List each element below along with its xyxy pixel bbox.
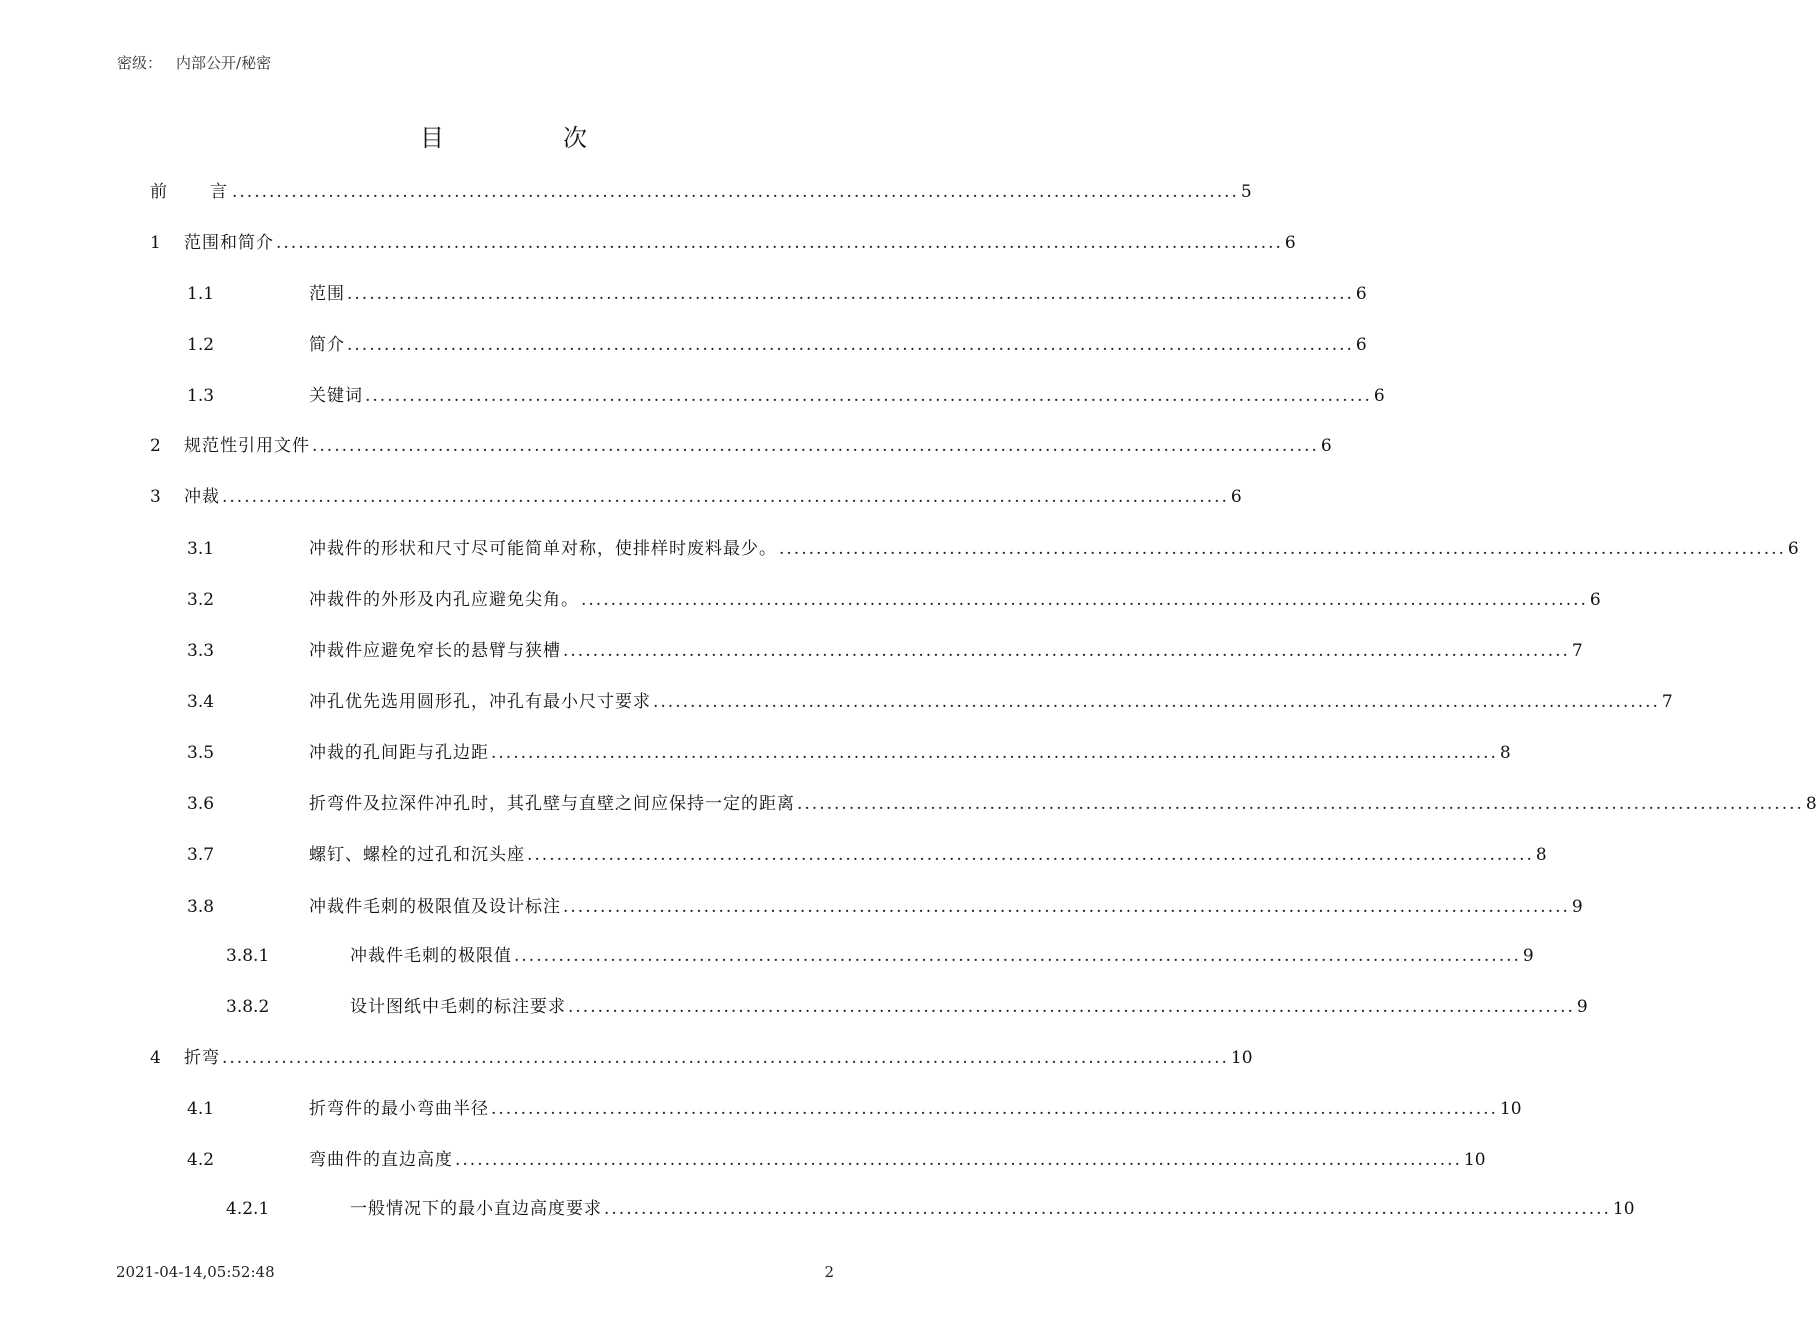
toc-entry-page: 10 — [1463, 1150, 1486, 1170]
toc-entry-number: 4.2.1 — [226, 1199, 270, 1219]
toc-leader-dots: ........................................................................................................................................ — [514, 946, 1521, 966]
toc-entry[interactable] — [187, 841, 1547, 865]
toc-entry-number: 3.8.1 — [226, 946, 270, 966]
toc-entry[interactable] — [187, 1095, 1522, 1119]
toc-entry-number: 3.4 — [187, 692, 215, 712]
toc-entry-page: 8 — [1805, 794, 1817, 814]
toc-entry-number: 3.3 — [187, 641, 215, 661]
toc-entry-number: 4 — [150, 1048, 161, 1068]
toc-entry-number: 3 — [150, 487, 161, 507]
toc-leader-dots: ........................................................................................................................................ — [653, 692, 1660, 712]
toc-entry-text: 简介 — [309, 335, 345, 355]
toc-entry-page: 9 — [1571, 897, 1583, 917]
toc-entry-page: 6 — [1284, 233, 1296, 253]
toc-entry-page: 6 — [1589, 590, 1601, 610]
toc-entry-page: 5 — [1240, 182, 1252, 202]
toc-entry-number: 1.1 — [187, 284, 215, 304]
toc-entry-text: 弯曲件的直边高度 — [309, 1150, 453, 1170]
toc-entry-page: 6 — [1373, 386, 1385, 406]
toc-entry-number: 4.1 — [187, 1099, 215, 1119]
toc-entry[interactable] — [187, 331, 1367, 355]
toc-leader-dots: ........................................................................................................................................ — [222, 487, 1229, 507]
toc-entry-text: 范围和简介 — [184, 233, 274, 253]
toc-leader-dots: ........................................................................................................................................ — [568, 997, 1575, 1017]
toc-leader-dots: ........................................................................................................................................ — [455, 1150, 1462, 1170]
toc-entry-page: 10 — [1230, 1048, 1253, 1068]
toc-leader-dots: ........................................................................................................................................ — [347, 335, 1354, 355]
toc-entry-number: 3.7 — [187, 845, 215, 865]
toc-entry[interactable] — [187, 1146, 1486, 1170]
toc-entry-number: 1.3 — [187, 386, 215, 406]
toc-entry[interactable] — [150, 432, 1332, 456]
toc-entry[interactable] — [187, 586, 1601, 610]
toc-entry-page: 9 — [1522, 946, 1534, 966]
toc-entry[interactable] — [187, 535, 1799, 559]
toc-leader-dots: ........................................................................................................................................ — [563, 641, 1570, 661]
toc-entry[interactable] — [226, 1195, 1635, 1219]
toc-leader-dots: ........................................................................................................................................ — [312, 436, 1319, 456]
toc-leader-dots: ........................................................................................................................................ — [491, 743, 1498, 763]
toc-entry[interactable] — [187, 739, 1511, 763]
toc-title-char-2: 次 — [563, 124, 587, 152]
footer-page-number: 2 — [824, 1263, 834, 1281]
toc-leader-dots: ........................................................................................................................................ — [347, 284, 1354, 304]
toc-entry-page: 9 — [1576, 997, 1588, 1017]
toc-entry-page: 6 — [1355, 284, 1367, 304]
classification-value: 内部公开/秘密 — [176, 54, 272, 72]
toc-entry-number: 3.8 — [187, 897, 215, 917]
toc-entry-text: 折弯件的最小弯曲半径 — [309, 1099, 489, 1119]
toc-entry[interactable] — [187, 382, 1385, 406]
classification-label: 密级： — [117, 54, 163, 72]
toc-entry-number: 3.6 — [187, 794, 215, 814]
toc-entry[interactable] — [150, 1044, 1253, 1068]
toc-leader-dots: ........................................................................................................................................ — [527, 845, 1534, 865]
toc-entry-text: 冲裁件毛刺的极限值 — [350, 946, 512, 966]
toc-entry-number: 3.8.2 — [226, 997, 270, 1017]
toc-entry-text: 折弯 — [184, 1048, 220, 1068]
toc-entry[interactable] — [150, 229, 1296, 253]
toc-entry[interactable] — [150, 483, 1242, 507]
toc-entry[interactable] — [187, 790, 1817, 814]
toc-leader-dots: ........................................................................................................................................ — [222, 1048, 1229, 1068]
toc-entry-number: 3.2 — [187, 590, 215, 610]
toc-entry-number: 3.5 — [187, 743, 215, 763]
toc-entry-text: 规范性引用文件 — [184, 436, 310, 456]
toc-entry-number: 1 — [150, 233, 161, 253]
toc-leader-dots: ........................................................................................................................................ — [276, 233, 1283, 253]
toc-leader-dots: ........................................................................................................................................ — [797, 794, 1804, 814]
toc-entry-number: 3.1 — [187, 539, 215, 559]
toc-entry-page: 6 — [1787, 539, 1799, 559]
toc-leader-dots: ........................................................................................................................................ — [604, 1199, 1611, 1219]
toc-entry-text: 冲孔优先选用圆形孔，冲孔有最小尺寸要求 — [309, 692, 651, 712]
toc-entry-text: 冲裁件的外形及内孔应避免尖角。 — [309, 590, 579, 610]
toc-entry-text: 设计图纸中毛刺的标注要求 — [350, 997, 566, 1017]
footer-timestamp: 2021-04-14,05:52:48 — [116, 1263, 275, 1281]
toc-entry-text: 冲裁件的形状和尺寸尽可能简单对称，使排样时废料最少。 — [309, 539, 777, 559]
toc-entry-text: 一般情况下的最小直边高度要求 — [350, 1199, 602, 1219]
toc-leader-dots: ........................................................................................................................................ — [232, 182, 1239, 202]
toc-entry-page: 8 — [1535, 845, 1547, 865]
toc-leader-dots: ........................................................................................................................................ — [581, 590, 1588, 610]
toc-entry[interactable] — [226, 993, 1588, 1017]
toc-entry-page: 6 — [1230, 487, 1242, 507]
toc-entry[interactable] — [187, 637, 1583, 661]
toc-entry-number: 前 — [150, 182, 167, 202]
toc-entry-text: 冲裁件应避免窄长的悬臂与狭槽 — [309, 641, 561, 661]
toc-entry-number: 4.2 — [187, 1150, 215, 1170]
toc-entry-page: 6 — [1320, 436, 1332, 456]
toc-entry-text: 范围 — [309, 284, 345, 304]
toc-entry-text: 冲裁件毛刺的极限值及设计标注 — [309, 897, 561, 917]
toc-title-char-1: 目 — [420, 124, 444, 152]
toc-entry-page: 6 — [1355, 335, 1367, 355]
toc-entry-text: 冲裁的孔间距与孔边距 — [309, 743, 489, 763]
toc-leader-dots: ........................................................................................................................................ — [779, 539, 1786, 559]
toc-entry-text: 言 — [210, 182, 228, 202]
toc-entry[interactable] — [187, 893, 1583, 917]
toc-leader-dots: ........................................................................................................................................ — [365, 386, 1372, 406]
toc-entry-text: 螺钉、螺栓的过孔和沉头座 — [309, 845, 525, 865]
toc-entry-page: 10 — [1499, 1099, 1522, 1119]
toc-entry-page: 10 — [1612, 1199, 1635, 1219]
toc-entry-page: 8 — [1499, 743, 1511, 763]
toc-leader-dots: ........................................................................................................................................ — [491, 1099, 1498, 1119]
toc-entry[interactable] — [187, 280, 1367, 304]
toc-entry-number: 1.2 — [187, 335, 215, 355]
toc-entry[interactable] — [187, 688, 1673, 712]
toc-entry-page: 7 — [1571, 641, 1583, 661]
toc-entry-text: 冲裁 — [184, 487, 220, 507]
toc-entry[interactable] — [150, 178, 1252, 202]
toc-entry-page: 7 — [1661, 692, 1673, 712]
toc-entry-text: 关键词 — [309, 386, 363, 406]
toc-entry-text: 折弯件及拉深件冲孔时，其孔壁与直壁之间应保持一定的距离 — [309, 794, 795, 814]
toc-entry-number: 2 — [150, 436, 161, 456]
toc-entry[interactable] — [226, 942, 1534, 966]
toc-leader-dots: ........................................................................................................................................ — [563, 897, 1570, 917]
